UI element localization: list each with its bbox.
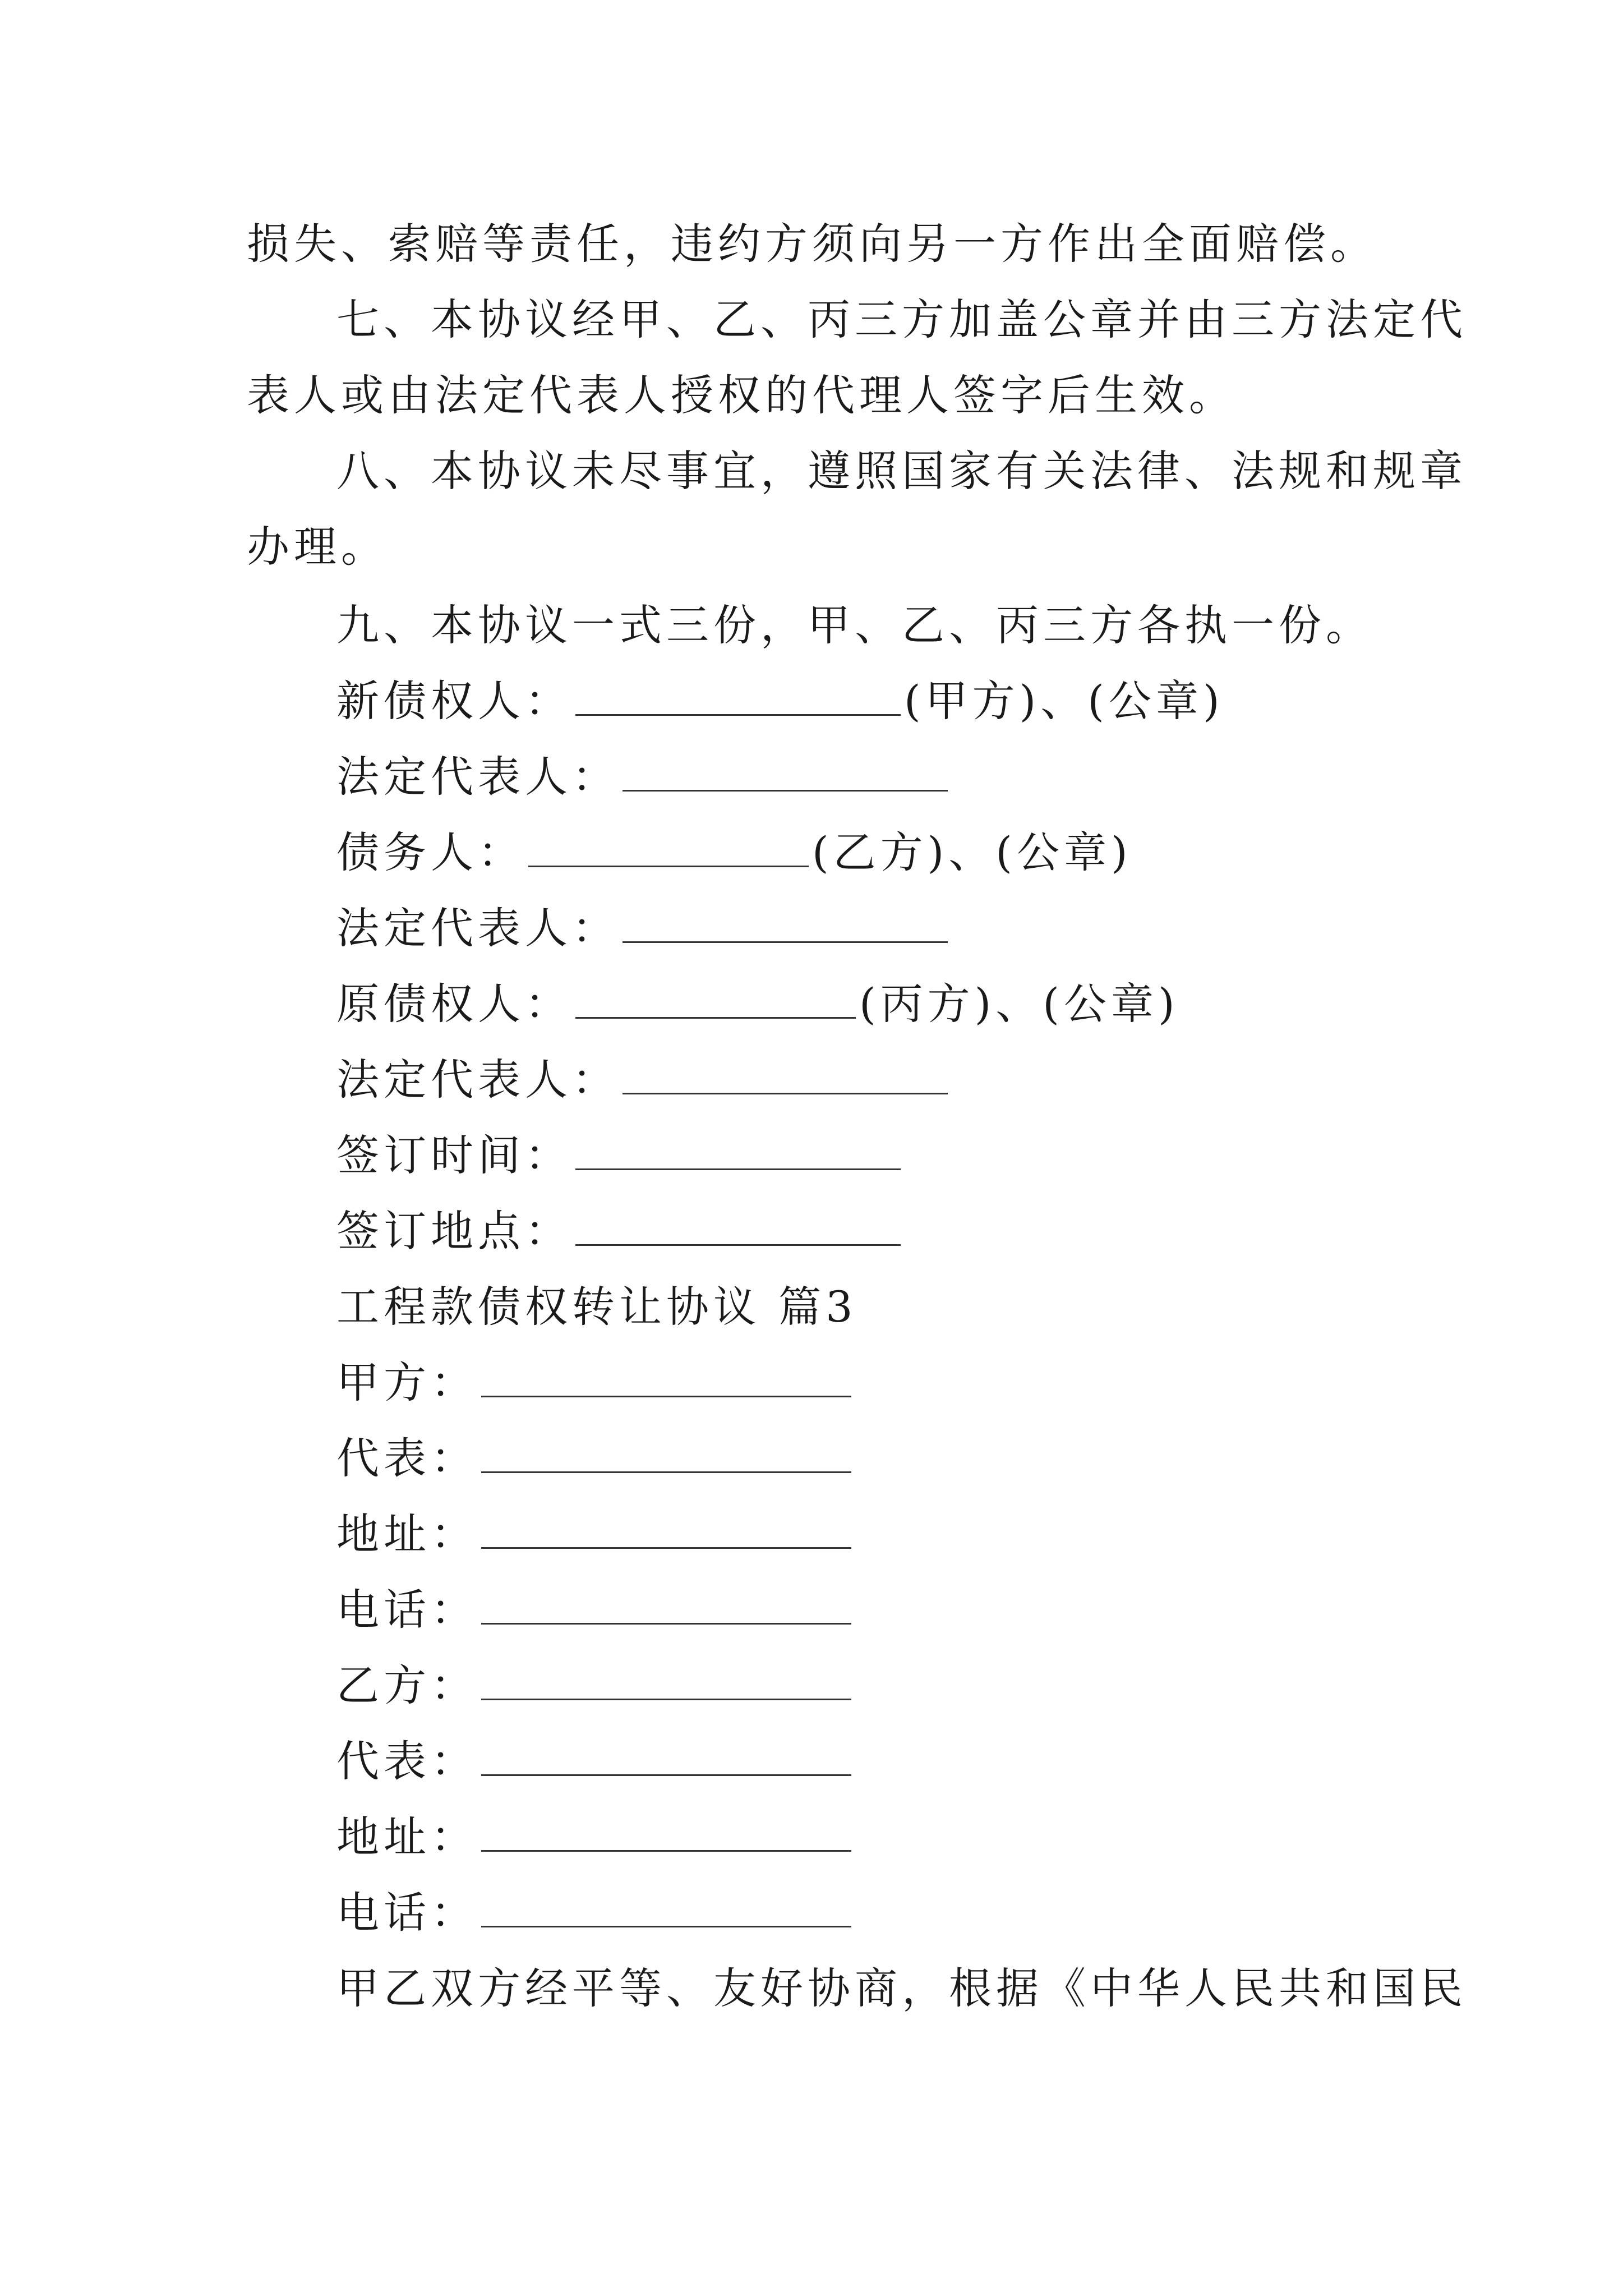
legal-rep-label: 法定代表人： — [336, 752, 619, 802]
party-b-phone-label: 电话： — [336, 1888, 478, 1938]
legal-rep-blank[interactable] — [623, 1053, 948, 1094]
party-b-rep-label: 代表： — [336, 1736, 478, 1786]
party-a-rep-label: 代表： — [336, 1433, 478, 1483]
legal-rep-label: 法定代表人： — [336, 1055, 619, 1105]
sign-time-row — [336, 1128, 904, 1184]
party-a-name-blank[interactable] — [481, 1356, 851, 1397]
original-creditor-blank[interactable] — [575, 978, 856, 1019]
new-creditor-suffix: (甲方)、(公章) — [904, 676, 1224, 726]
party-a-address-blank[interactable] — [481, 1508, 851, 1549]
party-b-name-row — [336, 1658, 855, 1714]
party-b-address-label: 地址： — [336, 1812, 478, 1862]
sign-place-row — [336, 1203, 904, 1259]
party-b-rep-row — [336, 1733, 855, 1789]
new-creditor-blank[interactable] — [575, 675, 901, 716]
party-a-name-row — [336, 1355, 855, 1411]
party-b-address-blank[interactable] — [481, 1811, 851, 1852]
sign-place-label: 签订地点： — [336, 1206, 572, 1256]
original-creditor-label: 原债权人： — [336, 979, 572, 1029]
sign-time-label: 签订时间： — [336, 1130, 572, 1180]
legal-rep-row — [336, 900, 951, 956]
party-a-name-label: 甲方： — [336, 1358, 478, 1407]
paragraph-line: 九、本协议一式三份，甲、乙、丙三方各执一份。 — [336, 600, 1373, 650]
party-b-address-row — [336, 1809, 855, 1865]
debtor-blank[interactable] — [528, 826, 809, 867]
legal-rep-row — [336, 749, 951, 805]
party-a-rep-row — [336, 1430, 855, 1487]
legal-rep-blank[interactable] — [623, 751, 948, 792]
party-a-address-row — [336, 1506, 855, 1562]
legal-rep-row — [336, 1052, 951, 1108]
party-b-name-blank[interactable] — [481, 1659, 851, 1700]
party-b-phone-row — [336, 1885, 855, 1941]
sign-time-blank[interactable] — [575, 1129, 901, 1170]
original-creditor-suffix: (丙方)、(公章) — [859, 979, 1179, 1029]
paragraph-line: 损失、索赔等责任，违约方须向另一方作出全面赔偿。 — [247, 219, 1377, 269]
paragraph-line: 七、本协议经甲、乙、丙三方加盖公章并由三方法定代 — [336, 295, 1467, 344]
party-b-rep-blank[interactable] — [481, 1735, 851, 1776]
paragraph-line: 办理。 — [247, 522, 388, 572]
party-a-address-label: 地址： — [336, 1509, 478, 1559]
new-creditor-row — [336, 673, 1224, 729]
section-title: 工程款债权转让协议 篇3 — [336, 1282, 857, 1332]
new-creditor-label: 新债权人： — [336, 676, 572, 726]
closing-paragraph-line: 甲乙双方经平等、友好协商，根据《中华人民共和国民 — [336, 1963, 1467, 2013]
party-a-rep-blank[interactable] — [481, 1432, 851, 1473]
sign-place-blank[interactable] — [575, 1205, 901, 1246]
party-a-phone-label: 电话： — [336, 1585, 478, 1635]
original-creditor-row — [336, 976, 1179, 1032]
party-a-phone-blank[interactable] — [481, 1584, 851, 1625]
legal-rep-blank[interactable] — [623, 902, 948, 943]
paragraph-line: 八、本协议未尽事宜，遵照国家有关法律、法规和规章 — [336, 446, 1467, 496]
party-b-name-label: 乙方： — [336, 1660, 478, 1710]
legal-rep-label: 法定代表人： — [336, 903, 619, 953]
party-b-phone-blank[interactable] — [481, 1887, 851, 1927]
paragraph-line: 表人或由法定代表人授权的代理人签字后生效。 — [247, 370, 1236, 420]
debtor-label: 债务人： — [336, 827, 525, 877]
party-a-phone-row — [336, 1582, 855, 1638]
debtor-row — [336, 825, 1132, 881]
debtor-suffix: (乙方)、(公章) — [812, 827, 1132, 877]
